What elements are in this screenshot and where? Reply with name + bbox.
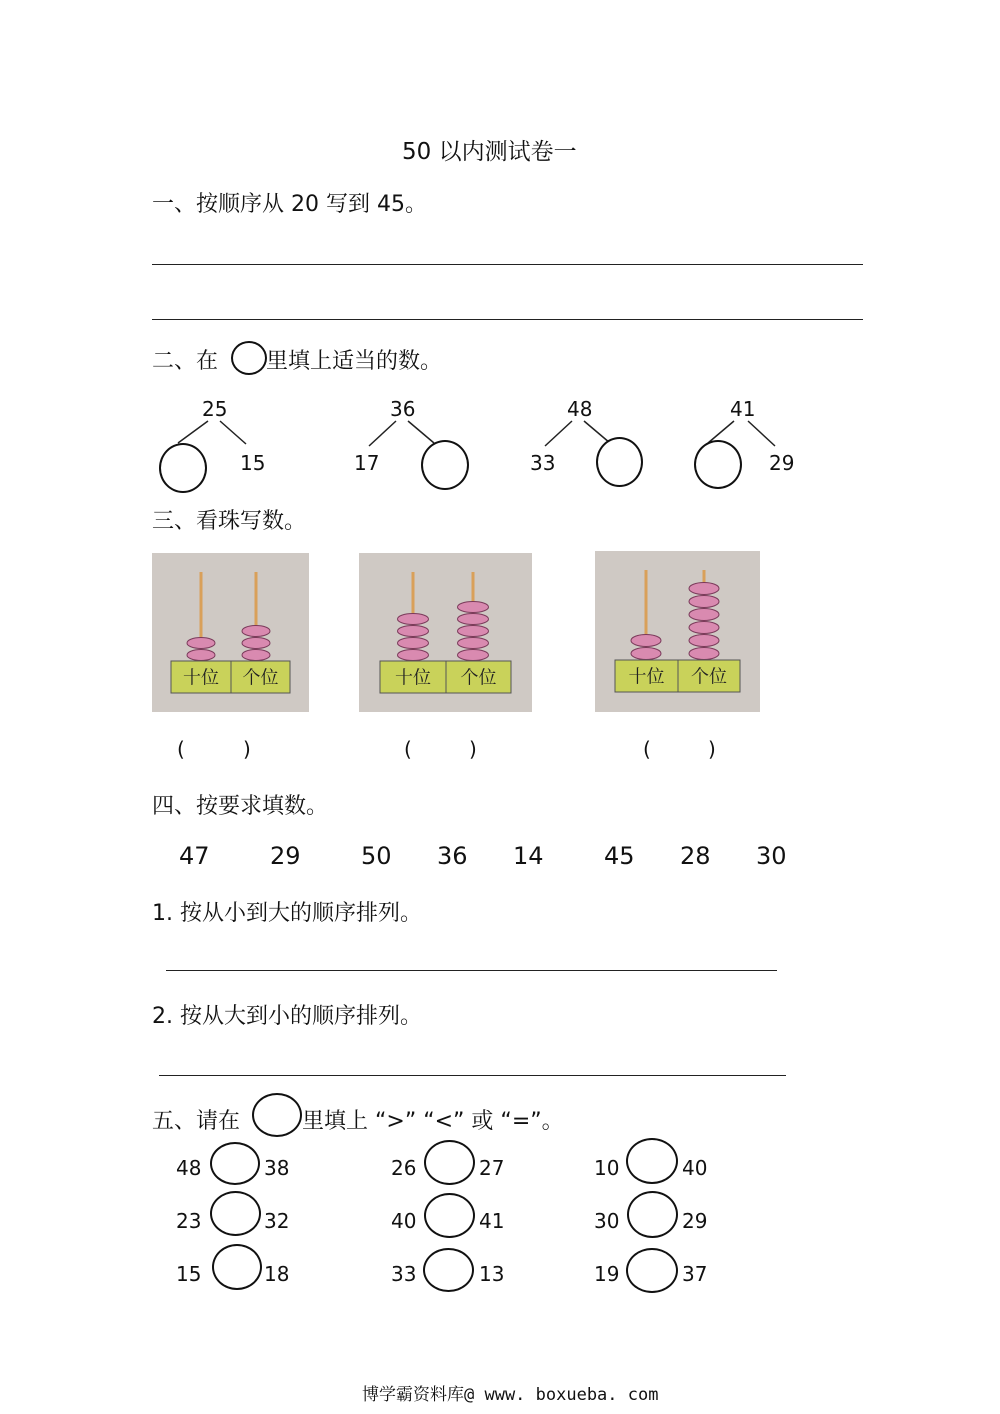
abacus3-answer-close: ) (708, 737, 716, 761)
tens-label: 十位 (628, 666, 665, 688)
number-7: 28 (680, 842, 711, 870)
number-5: 14 (513, 842, 544, 870)
compare-left: 23 (176, 1209, 202, 1233)
number-bond-lines (0, 0, 1000, 520)
answer-line-q2 (159, 1075, 786, 1076)
tree1-blank-circle[interactable] (159, 443, 207, 493)
section4-heading: 四、按要求填数。 (152, 794, 329, 819)
abacus-picture-3 (595, 551, 760, 712)
ones-bead (689, 648, 719, 660)
section5-heading-before: 五、请在 (152, 1109, 241, 1134)
tree3-left: 33 (530, 451, 556, 475)
tree2-blank-circle[interactable] (421, 440, 469, 490)
compare-right: 18 (264, 1262, 290, 1286)
compare-right: 13 (479, 1262, 505, 1286)
ones-bead (458, 614, 489, 625)
tens-label: 十位 (395, 667, 431, 689)
number-1: 47 (179, 842, 210, 870)
compare-circle[interactable] (210, 1142, 260, 1185)
number-2: 29 (270, 842, 301, 870)
tree4-right: 29 (769, 451, 795, 475)
ones-bead (689, 622, 719, 634)
compare-right: 41 (479, 1209, 505, 1233)
ones-bead (689, 583, 719, 595)
ones-bead (458, 638, 489, 649)
tens-bead (187, 650, 215, 661)
compare-circle[interactable] (212, 1244, 262, 1290)
tree1-top: 25 (202, 397, 228, 421)
ones-bead (458, 626, 489, 637)
number-3: 50 (361, 842, 392, 870)
question-2: 2. 按从大到小的顺序排列。 (152, 1004, 422, 1029)
ones-label: 个位 (460, 667, 497, 689)
compare-left: 30 (594, 1209, 620, 1233)
tree1-right: 15 (240, 451, 266, 475)
tens-bead (631, 648, 661, 660)
section3-heading: 三、看珠写数。 (152, 509, 307, 534)
ones-bead (689, 609, 719, 621)
compare-right: 37 (682, 1262, 708, 1286)
abacus-picture-1 (152, 553, 309, 712)
tree3-blank-circle[interactable] (596, 437, 643, 487)
ones-bead (689, 596, 719, 608)
section5-heading-after: 里填上 “>” “<” 或 “=”。 (302, 1109, 564, 1134)
tens-bead (398, 626, 429, 637)
compare-circle[interactable] (626, 1248, 678, 1293)
tens-bead (631, 635, 661, 647)
number-6: 45 (604, 842, 635, 870)
tens-label: 十位 (183, 667, 219, 689)
compare-right: 32 (264, 1209, 290, 1233)
page-title: 50 以内测试卷一 (402, 139, 577, 165)
ones-label: 个位 (691, 666, 727, 688)
number-4: 36 (437, 842, 468, 870)
section1-heading: 一、按顺序从 20 写到 45。 (152, 192, 427, 217)
compare-right: 38 (264, 1156, 290, 1180)
number-8: 30 (756, 842, 787, 870)
abacus1-answer-open: ( (177, 737, 185, 761)
compare-circle[interactable] (627, 1191, 678, 1238)
ones-bead (242, 638, 270, 649)
tree4-blank-circle[interactable] (694, 440, 742, 489)
abacus1-answer-close: ) (243, 737, 251, 761)
answer-line-q1 (166, 970, 777, 971)
compare-right: 29 (682, 1209, 708, 1233)
question-1: 1. 按从小到大的顺序排列。 (152, 901, 422, 926)
section5-heading-circle (252, 1093, 302, 1137)
compare-circle[interactable] (626, 1138, 678, 1184)
compare-left: 15 (176, 1262, 202, 1286)
ones-bead (458, 650, 489, 661)
compare-right: 40 (682, 1156, 708, 1180)
ones-bead (242, 650, 270, 661)
tree4-top: 41 (730, 397, 756, 421)
tree3-top: 48 (567, 397, 593, 421)
abacus-picture-2 (359, 553, 532, 712)
compare-circle[interactable] (424, 1140, 475, 1185)
tens-bead (398, 650, 429, 661)
tens-bead (398, 614, 429, 625)
compare-left: 48 (176, 1156, 202, 1180)
abacus2-answer-open: ( (404, 737, 412, 761)
compare-left: 40 (391, 1209, 417, 1233)
compare-circle[interactable] (210, 1191, 261, 1236)
compare-circle[interactable] (424, 1193, 475, 1238)
abacus3-answer-open: ( (643, 737, 651, 761)
compare-left: 10 (594, 1156, 620, 1180)
tens-bead (187, 638, 215, 649)
tens-bead (398, 638, 429, 649)
tree2-top: 36 (390, 397, 416, 421)
ones-label: 个位 (242, 667, 279, 689)
tree2-left: 17 (354, 451, 380, 475)
ones-bead (689, 635, 719, 647)
section2-heading-after: 里填上适当的数。 (266, 349, 443, 374)
ones-bead (458, 602, 489, 613)
compare-left: 26 (391, 1156, 417, 1180)
compare-left: 33 (391, 1262, 417, 1286)
ones-bead (242, 626, 270, 637)
compare-circle[interactable] (423, 1248, 474, 1292)
footer-watermark: 博学霸资料库@ www. boxueba. com (362, 1385, 659, 1405)
section2-heading-before: 二、在 (152, 349, 219, 374)
abacus2-answer-close: ) (469, 737, 477, 761)
compare-right: 27 (479, 1156, 505, 1180)
compare-left: 19 (594, 1262, 620, 1286)
